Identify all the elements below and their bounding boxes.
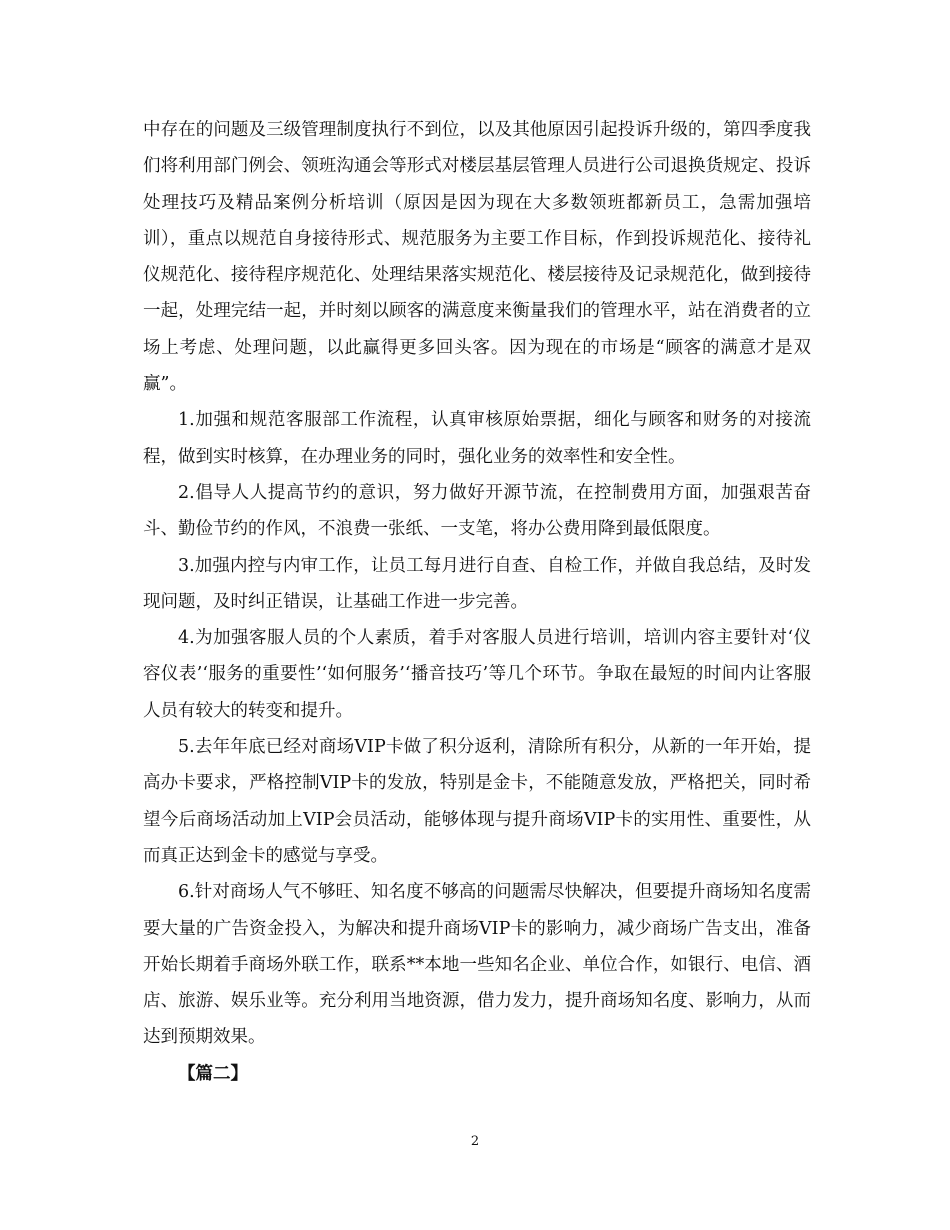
paragraph-item-1: 1.加强和规范客服部工作流程，认真审核原始票据，细化与顾客和财务的对接流程，做到实时核算，在办理业务的同时，强化业务的效率性和安全性。 <box>143 410 811 467</box>
paragraph-item-3: 3.加强内控与内审工作，让员工每月进行自查、自检工作，并做自我总结，及时发现问题，及时纠正错误，让基础工作进一步完善。 <box>143 555 811 612</box>
paragraph-item-5: 5.去年年底已经对商场VIP卡做了积分返利，清除所有积分，从新的一年开始，提高办卡要求，严格控制VIP卡的发放，特别是金卡，不能随意发放，严格把关，同时希望今后商场活动加上VIP会员活动，能够体现与提升商场VIP卡的实用性、重要性，从而真正达到金卡的感觉与享受。 <box>143 737 811 866</box>
section-heading: 【篇二】 <box>178 1063 248 1084</box>
page-number: 2 <box>470 1134 480 1149</box>
document-body <box>143 112 811 1092</box>
paragraph-item-2: 2.倡导人人提高节约的意识，努力做好开源节流，在控制费用方面，加强艰苦奋斗、勤俭节约的作风，不浪费一张纸、一支笔，将办公费用降到最低限度。 <box>143 482 811 540</box>
paragraph-item-4: 4.为加强客服人员的个人素质，着手对客服人员进行培训，培训内容主要针对‘仪容仪表’‘服务的重要性’‘如何服务’‘播音技巧’等几个环节。争取在最短的时间内让客服人员有较大的转变和提升。 <box>143 628 811 721</box>
paragraph-continuation: 中存在的问题及三级管理制度执行不到位，以及其他原因引起投诉升级的，第四季度我们将利用部门例会、领班沟通会等形式对楼层基层管理人员进行公司退换货规定、投诉处理技巧及精品案例分析培训（原因是因为现在大多数领班都新员工，急需加强培训），重点以规范自身接待形式、规范服务为主要工作目标，作到投诉规范化、接待礼仪规范化、接待程序规范化、处理结果落实规范化、楼层接待及记录规范化，做到接待一起，处理完结一起，并时刻以顾客的满意度来衡量我们的管理水平，站在消费者的立场上考虑、处理问题，以此赢得更多回头客。因为现在的市场是“顾客的满意才是双赢”。 <box>143 120 811 395</box>
paragraph-item-6: 6.针对商场人气不够旺、知名度不够高的问题需尽快解决，但要提升商场知名度需要大量的广告资金投入，为解决和提升商场VIP卡的影响力，减少商场广告支出，准备开始长期着手商场外联工作，联系**本地一些知名企业、单位合作，如银行、电信、酒店、旅游、娱乐业等。充分利用当地资源，借力发力，提升商场知名度、影响力，从而达到预期效果。 <box>143 882 811 1048</box>
